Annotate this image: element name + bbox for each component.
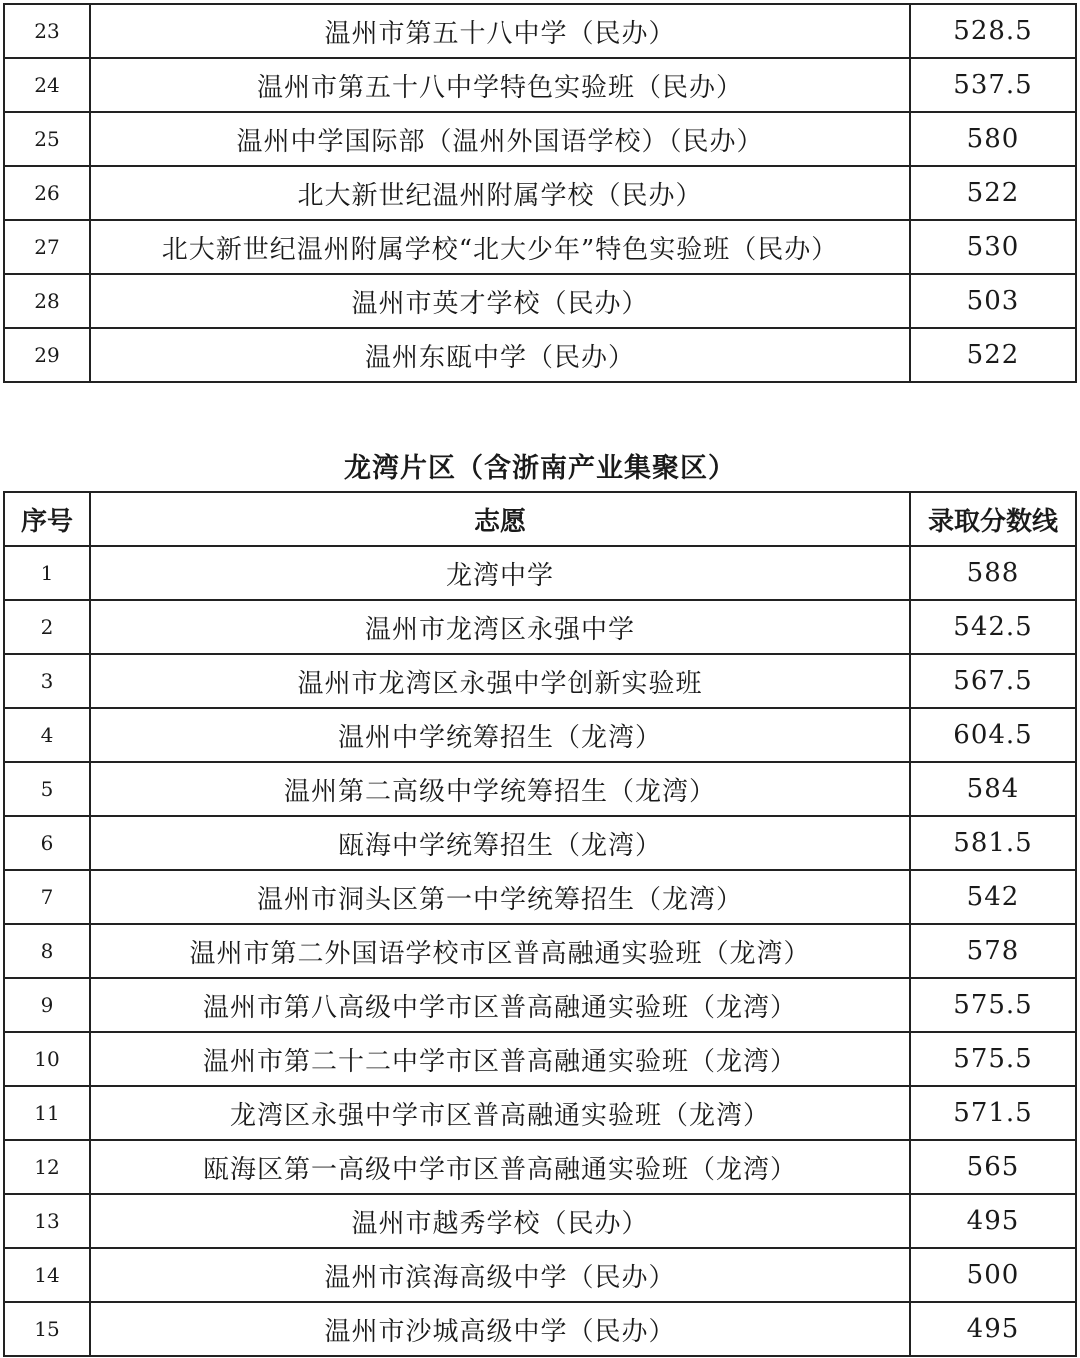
cutoff-score: 542.5 <box>910 600 1076 654</box>
table-row <box>4 1302 1076 1356</box>
row-number: 28 <box>4 274 90 328</box>
row-number: 15 <box>4 1302 90 1356</box>
row-number: 26 <box>4 166 90 220</box>
table-row <box>4 546 1076 600</box>
cutoff-score: 575.5 <box>910 1032 1076 1086</box>
top-table <box>3 3 1077 383</box>
school-name: 温州市越秀学校（民办） <box>90 1194 910 1248</box>
row-number: 10 <box>4 1032 90 1086</box>
section-title: 龙湾片区（含浙南产业集聚区） <box>344 453 736 484</box>
cutoff-score: 530 <box>910 220 1076 274</box>
table-row <box>4 870 1076 924</box>
row-number: 25 <box>4 112 90 166</box>
school-name: 瓯海中学统筹招生（龙湾） <box>90 816 910 870</box>
row-number: 8 <box>4 924 90 978</box>
school-name: 温州市第二十二中学市区普高融通实验班（龙湾） <box>90 1032 910 1086</box>
school-name: 温州中学国际部（温州外国语学校）（民办） <box>90 112 910 166</box>
table-row <box>4 978 1076 1032</box>
cutoff-score: 528.5 <box>910 4 1076 58</box>
table-row <box>4 654 1076 708</box>
school-name: 温州市第五十八中学（民办） <box>90 4 910 58</box>
row-number: 24 <box>4 58 90 112</box>
table-row <box>4 762 1076 816</box>
header-preference: 志愿 <box>90 492 910 546</box>
cutoff-score: 542 <box>910 870 1076 924</box>
row-number: 29 <box>4 328 90 382</box>
school-name: 温州市龙湾区永强中学 <box>90 600 910 654</box>
table-row <box>4 274 1076 328</box>
table-row <box>4 924 1076 978</box>
row-number: 27 <box>4 220 90 274</box>
cutoff-score: 567.5 <box>910 654 1076 708</box>
cutoff-score: 500 <box>910 1248 1076 1302</box>
row-number: 1 <box>4 546 90 600</box>
school-name: 温州市龙湾区永强中学创新实验班 <box>90 654 910 708</box>
school-name: 龙湾区永强中学市区普高融通实验班（龙湾） <box>90 1086 910 1140</box>
school-name: 北大新世纪温州附属学校（民办） <box>90 166 910 220</box>
header-number: 序号 <box>4 492 90 546</box>
school-name: 温州市第二外国语学校市区普高融通实验班（龙湾） <box>90 924 910 978</box>
table-row <box>4 816 1076 870</box>
table-row <box>4 328 1076 382</box>
table-row <box>4 1248 1076 1302</box>
table-row <box>4 600 1076 654</box>
row-number: 5 <box>4 762 90 816</box>
cutoff-score: 495 <box>910 1302 1076 1356</box>
row-number: 13 <box>4 1194 90 1248</box>
school-name: 温州东瓯中学（民办） <box>90 328 910 382</box>
cutoff-score: 584 <box>910 762 1076 816</box>
row-number: 2 <box>4 600 90 654</box>
school-name: 温州市滨海高级中学（民办） <box>90 1248 910 1302</box>
school-name: 北大新世纪温州附属学校“北大少年”特色实验班（民办） <box>90 220 910 274</box>
header-row <box>4 492 1076 546</box>
school-name: 温州市英才学校（民办） <box>90 274 910 328</box>
cutoff-score: 495 <box>910 1194 1076 1248</box>
row-number: 6 <box>4 816 90 870</box>
bottom-table-body <box>4 546 1076 1356</box>
cutoff-score: 565 <box>910 1140 1076 1194</box>
cutoff-score: 578 <box>910 924 1076 978</box>
table-row <box>4 58 1076 112</box>
table-header <box>4 492 1076 546</box>
cutoff-score: 537.5 <box>910 58 1076 112</box>
school-name: 温州市洞头区第一中学统筹招生（龙湾） <box>90 870 910 924</box>
table-row <box>4 4 1076 58</box>
school-name: 瓯海区第一高级中学市区普高融通实验班（龙湾） <box>90 1140 910 1194</box>
cutoff-score: 580 <box>910 112 1076 166</box>
cutoff-score: 581.5 <box>910 816 1076 870</box>
header-cutoff-score: 录取分数线 <box>910 492 1076 546</box>
cutoff-score: 588 <box>910 546 1076 600</box>
cutoff-score: 575.5 <box>910 978 1076 1032</box>
cutoff-score: 571.5 <box>910 1086 1076 1140</box>
school-name: 温州第二高级中学统筹招生（龙湾） <box>90 762 910 816</box>
cutoff-score: 522 <box>910 328 1076 382</box>
row-number: 14 <box>4 1248 90 1302</box>
row-number: 9 <box>4 978 90 1032</box>
row-number: 12 <box>4 1140 90 1194</box>
school-name: 温州中学统筹招生（龙湾） <box>90 708 910 762</box>
bottom-table <box>3 491 1077 1357</box>
table-row <box>4 708 1076 762</box>
row-number: 7 <box>4 870 90 924</box>
row-number: 4 <box>4 708 90 762</box>
table-row <box>4 112 1076 166</box>
school-name: 温州市第八高级中学市区普高融通实验班（龙湾） <box>90 978 910 1032</box>
school-name: 龙湾中学 <box>90 546 910 600</box>
cutoff-score: 522 <box>910 166 1076 220</box>
table-row <box>4 166 1076 220</box>
table-row <box>4 1086 1076 1140</box>
cutoff-score: 503 <box>910 274 1076 328</box>
table-row <box>4 1032 1076 1086</box>
table-row <box>4 1194 1076 1248</box>
row-number: 3 <box>4 654 90 708</box>
school-name: 温州市沙城高级中学（民办） <box>90 1302 910 1356</box>
cutoff-score: 604.5 <box>910 708 1076 762</box>
top-table-body <box>4 4 1076 382</box>
row-number: 11 <box>4 1086 90 1140</box>
table-row <box>4 220 1076 274</box>
table-row <box>4 1140 1076 1194</box>
row-number: 23 <box>4 4 90 58</box>
school-name: 温州市第五十八中学特色实验班（民办） <box>90 58 910 112</box>
